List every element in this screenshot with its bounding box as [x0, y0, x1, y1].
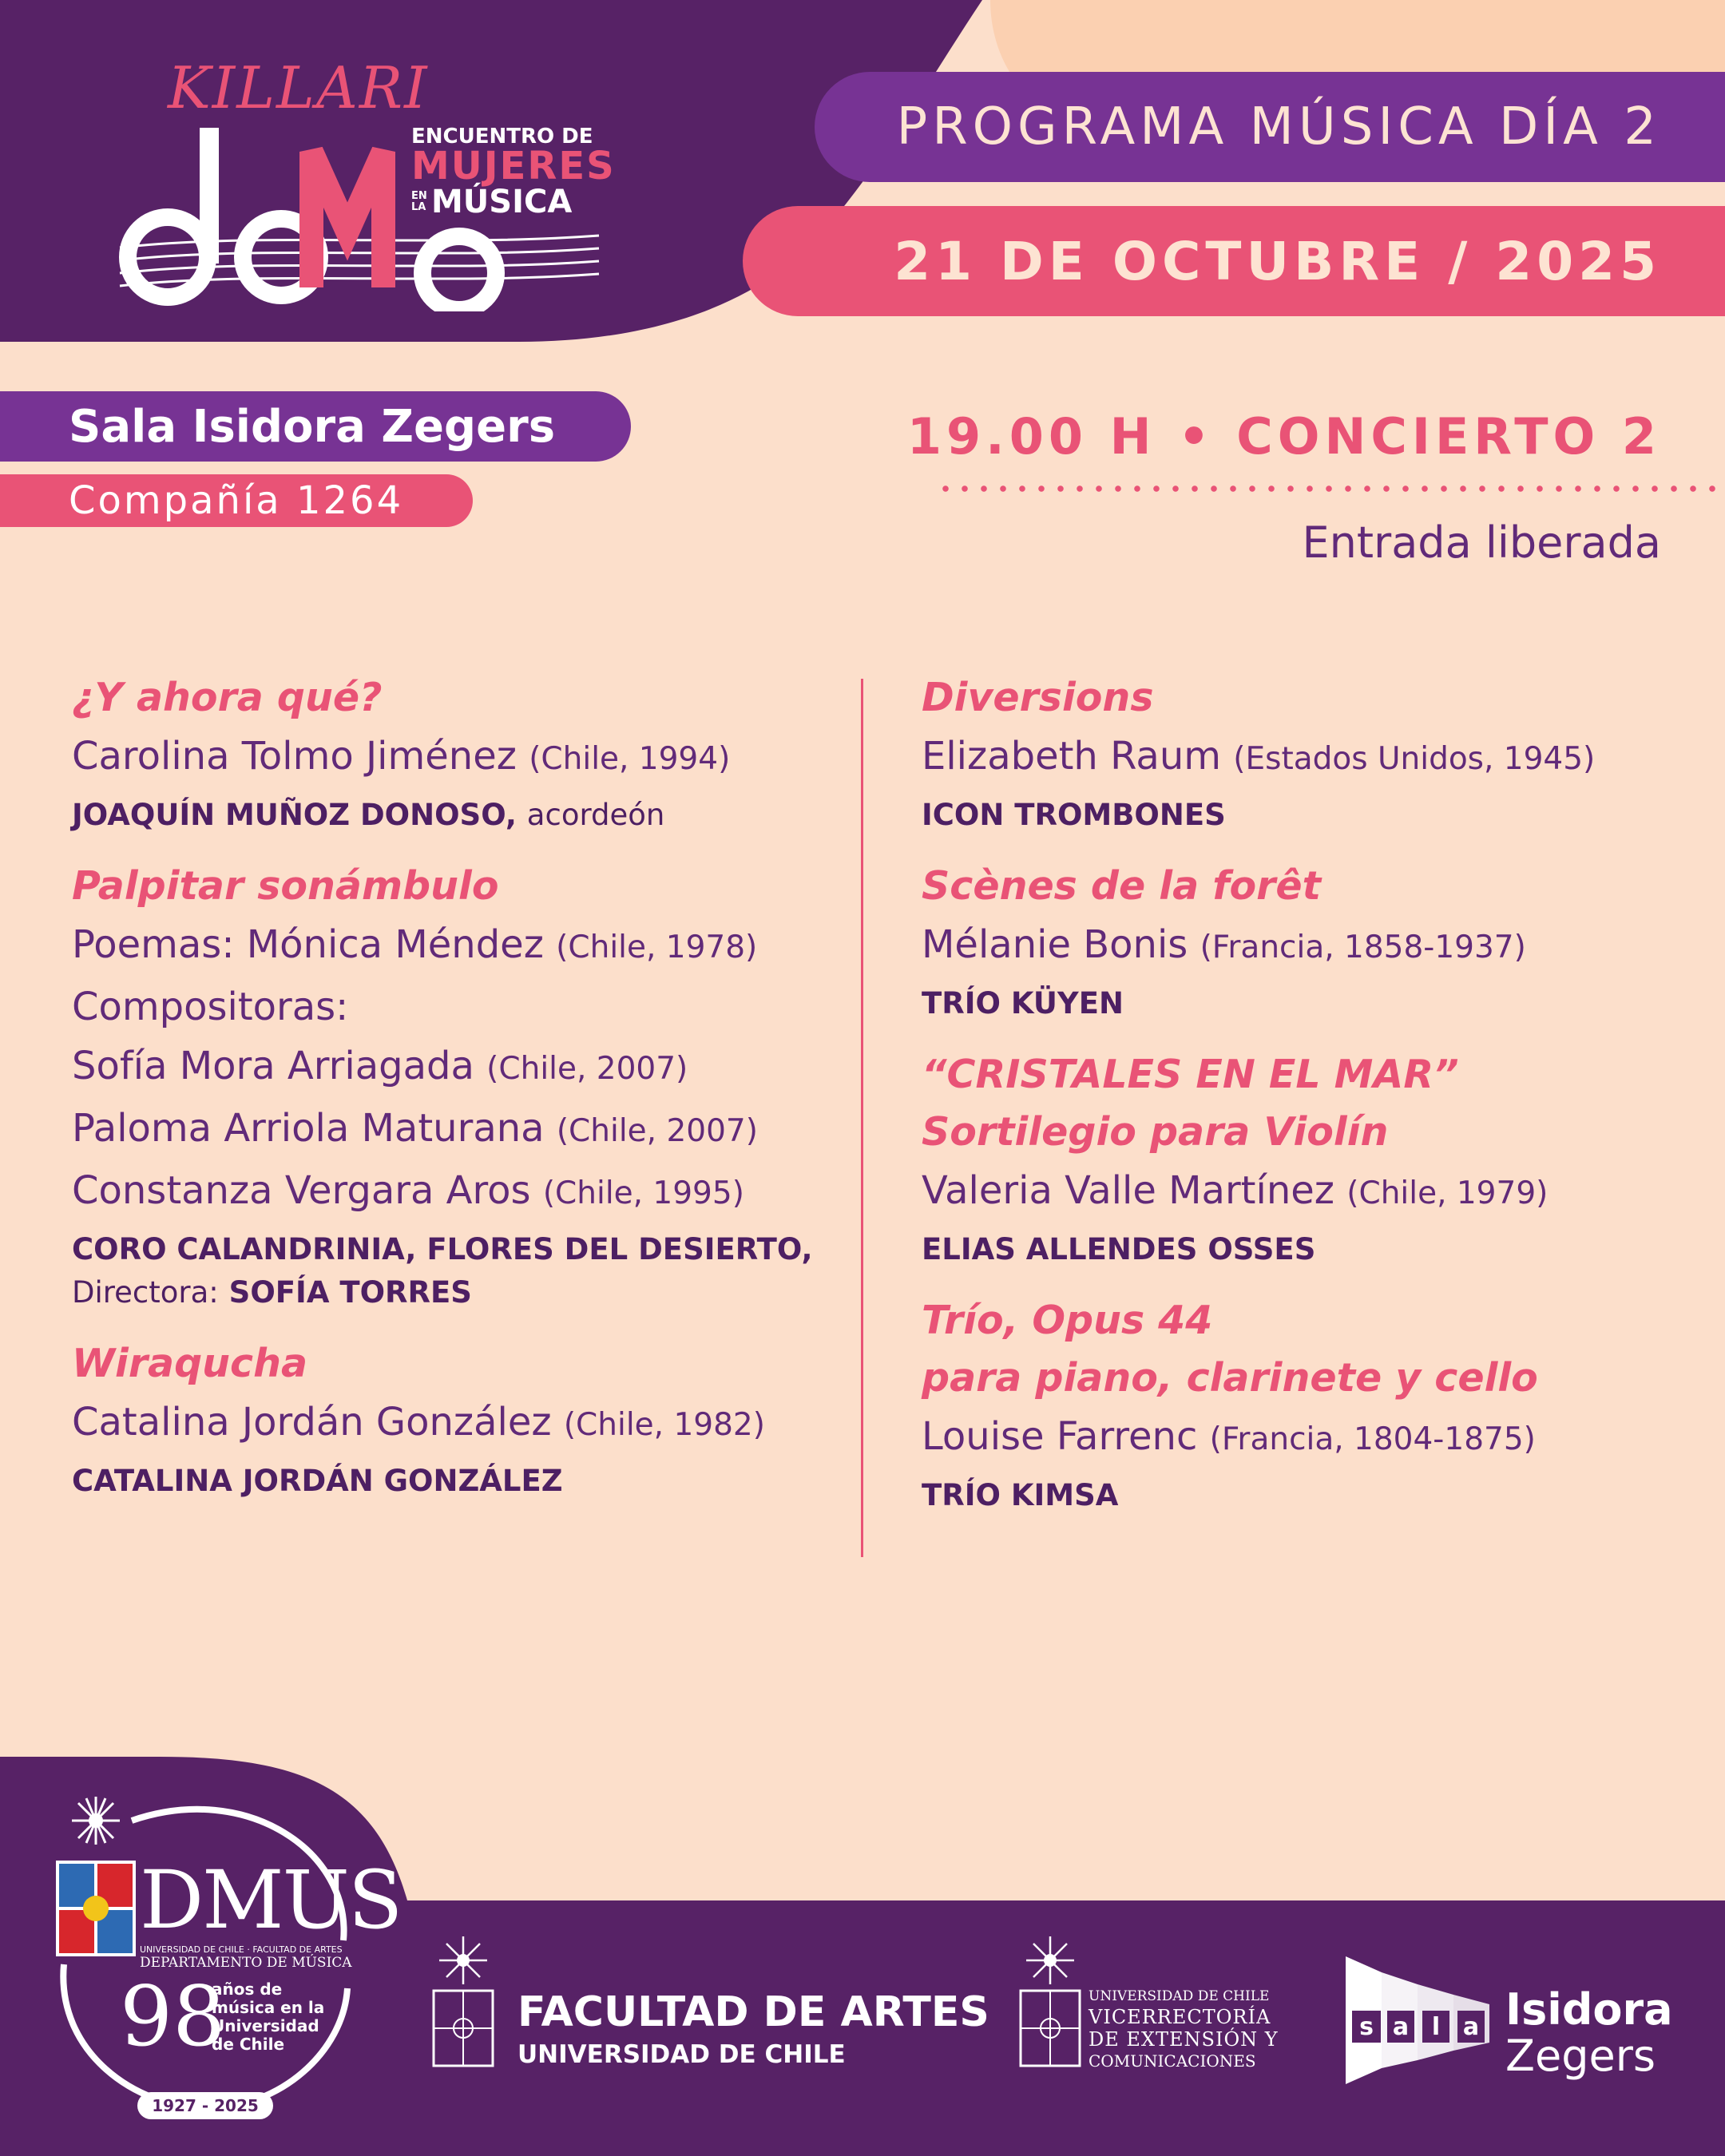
performer-instrument: acordeón	[526, 798, 665, 832]
logo-killari: KILLARI	[168, 54, 429, 121]
sala-isidora-logo	[1346, 1948, 1673, 2084]
composer-line	[72, 1161, 855, 1223]
composer-line	[922, 1407, 1712, 1469]
composer-info: (Chile, 1994)	[529, 741, 731, 777]
sala-letter: a	[1387, 2011, 1414, 2043]
dmus-years-line: de Chile	[212, 2035, 285, 2054]
composer-name: Louise Farrenc	[922, 1414, 1198, 1459]
performer-name: ICON TROMBONES	[922, 798, 1226, 832]
performer-line	[922, 1474, 1712, 1517]
entry-info: Entrada liberada	[1302, 517, 1661, 568]
composer-line	[72, 1099, 855, 1161]
logo-encuentro: ENCUENTRO DE	[411, 125, 593, 149]
composer-name: Sofía Mora Arriagada	[72, 1044, 474, 1088]
performer-line	[922, 794, 1712, 837]
composer-name: Valeria Valle Martínez	[922, 1168, 1334, 1213]
work-item	[922, 1046, 1712, 1271]
work-title: Diversions	[922, 675, 1154, 720]
venue-name-pill: Sala Isidora Zegers	[0, 391, 631, 462]
composer-info: (Chile, 2007)	[486, 1051, 688, 1087]
logo-mujeres: MUJERES	[411, 144, 616, 188]
dmus-years-number: 98	[120, 1968, 226, 2065]
vicerrectoria-line: COMUNICACIONES	[1089, 2051, 1256, 2071]
composer-info: (Chile, 1982)	[563, 1407, 765, 1443]
sala-letter: a	[1457, 2011, 1485, 2043]
performer-name: JOAQUÍN MUÑOZ DONOSO,	[72, 798, 517, 832]
performer-name: CORO CALANDRINIA, FLORES DEL DESIERTO,	[72, 1232, 813, 1266]
composer-line	[922, 915, 1712, 977]
dmus-logo	[48, 1789, 402, 2132]
composer-name: Elizabeth Raum	[922, 734, 1221, 779]
composer-info: (Chile, 2007)	[556, 1113, 758, 1149]
work-item	[922, 1292, 1712, 1517]
composer-info: (Chile, 1978)	[556, 929, 758, 965]
event-logo	[104, 48, 615, 311]
performer-line	[72, 1460, 855, 1503]
vicerrectoria-line: VICERRECTORÍA	[1089, 2006, 1271, 2028]
work-title: Scènes de la forêt	[922, 863, 1322, 909]
performer-name: ELIAS ALLENDES OSSES	[922, 1232, 1316, 1266]
composer-line	[72, 977, 855, 1036]
sala-letter: l	[1422, 2011, 1449, 2043]
composer-name: Mélanie Bonis	[922, 922, 1188, 967]
composer-name: Constanza Vergara Aros	[72, 1168, 531, 1213]
composer-info: (Estados Unidos, 1945)	[1233, 741, 1596, 777]
composer-line	[72, 1036, 855, 1099]
work-item	[72, 669, 855, 837]
dmus-years-line: Universidad	[212, 2016, 319, 2035]
performer-name: TRÍO KÜYEN	[922, 986, 1124, 1021]
sala-letter: s	[1352, 2011, 1381, 2043]
concert-title: 19.00 H • CONCIERTO 2	[906, 407, 1661, 466]
column-divider	[861, 679, 863, 1557]
dmus-years-line: años de	[212, 1980, 283, 1999]
dmus-range-badge: 1927 - 2025	[137, 2092, 273, 2119]
vicerrectoria-crest-icon	[1014, 1936, 1086, 2072]
performer-line	[72, 794, 855, 837]
facultad-title: FACULTAD DE ARTES	[518, 1988, 989, 2036]
composer-line	[72, 915, 855, 977]
director-label: Directora:	[72, 1275, 219, 1310]
facultad-subtitle: UNIVERSIDAD DE CHILE	[518, 2040, 846, 2069]
dmus-department-line: DEPARTAMENTO DE MÚSICA	[140, 1955, 352, 1971]
university-crest-icon	[427, 1936, 499, 2072]
logo-en: EN	[411, 190, 427, 202]
performer-name: TRÍO KIMSA	[922, 1478, 1119, 1512]
performer-line	[922, 1228, 1712, 1271]
work-title: Trío, Opus 44	[922, 1298, 1213, 1343]
performer-line	[72, 1228, 855, 1271]
vicerrectoria-line: UNIVERSIDAD DE CHILE	[1089, 1988, 1270, 2004]
work-title: “CRISTALES EN EL MAR”	[922, 1052, 1459, 1097]
vicerrectoria-line: DE EXTENSIÓN Y	[1089, 2028, 1279, 2051]
vicerrectoria-text	[1089, 1987, 1279, 2071]
logo-la: LA	[411, 201, 426, 213]
composer-name: Catalina Jordán González	[72, 1400, 552, 1445]
program-day-pill: PROGRAMA MÚSICA DÍA 2	[815, 72, 1725, 182]
composer-info: (Francia, 1858-1937)	[1200, 929, 1526, 965]
composer-info: (Francia, 1804-1875)	[1209, 1421, 1536, 1457]
sala-name-line1: Isidora	[1505, 1984, 1673, 2035]
work-subtitle: para piano, clarinete y cello	[922, 1355, 1538, 1401]
dmus-university-line: UNIVERSIDAD DE CHILE · FACULTAD DE ARTES	[140, 1944, 343, 1955]
composer-name: Compositoras:	[72, 985, 349, 1029]
composer-name: Carolina Tolmo Jiménez	[72, 734, 517, 779]
director-name: SOFÍA TORRES	[228, 1275, 472, 1310]
work-title: ¿Y ahora qué?	[72, 675, 383, 720]
performer-line	[922, 982, 1712, 1025]
composer-info: (Chile, 1979)	[1346, 1175, 1549, 1211]
work-subtitle: Sortilegio para Violín	[922, 1109, 1389, 1155]
sala-name-line2: Zegers	[1505, 2031, 1656, 2081]
dmus-years-line: música en la	[212, 1998, 325, 2017]
program-left-column	[72, 669, 855, 1524]
work-item	[72, 858, 855, 1314]
dotted-divider	[936, 485, 1725, 492]
composer-line	[72, 1393, 855, 1455]
dmus-name: DMUS	[140, 1853, 402, 1947]
performer-name: CATALINA JORDÁN GONZÁLEZ	[72, 1464, 563, 1498]
work-item	[922, 669, 1712, 837]
work-item	[72, 1335, 855, 1503]
work-title: Palpitar sonámbulo	[72, 863, 499, 909]
date-pill: 21 DE OCTUBRE / 2025	[743, 206, 1725, 316]
venue-address-pill: Compañía 1264	[0, 474, 473, 527]
work-item	[922, 858, 1712, 1025]
composer-line	[922, 1161, 1712, 1223]
program-right-column	[922, 669, 1712, 1538]
director-line	[72, 1271, 855, 1314]
logo-musica: MÚSICA	[431, 184, 573, 220]
work-title: Wiraqucha	[72, 1341, 308, 1386]
composer-name: Poemas: Mónica Méndez	[72, 922, 544, 967]
composer-info: (Chile, 1995)	[542, 1175, 744, 1211]
dmus-years-text	[212, 1980, 324, 2054]
composer-line	[922, 727, 1712, 789]
composer-line	[72, 727, 855, 789]
composer-name: Paloma Arriola Maturana	[72, 1106, 545, 1151]
